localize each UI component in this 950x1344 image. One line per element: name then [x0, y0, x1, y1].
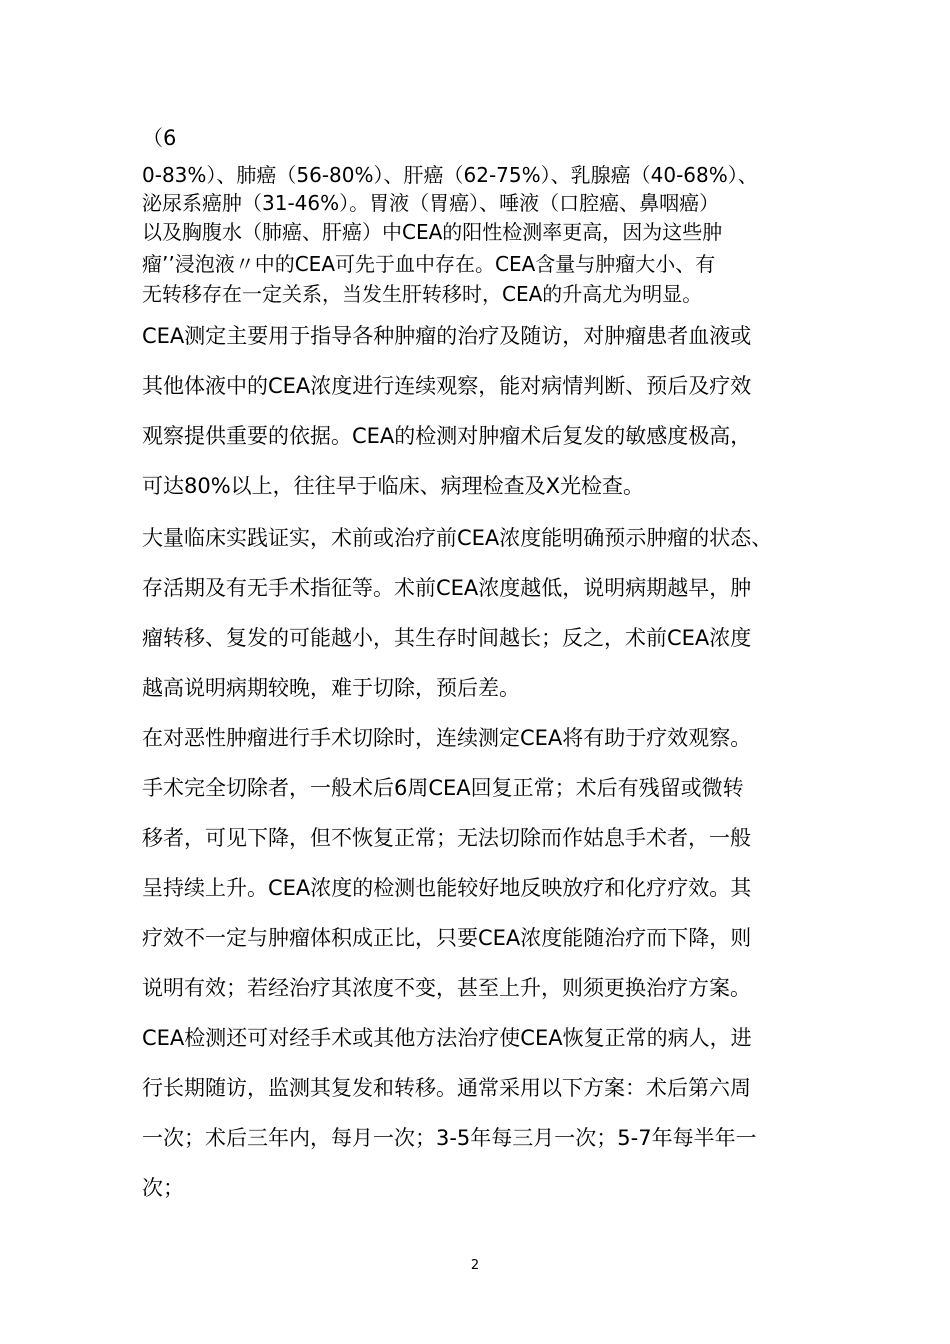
text-line: 泌尿系癌肿（31-46%）。胃液（胃癌）、唾液（口腔癌、鼻咽癌）	[142, 191, 720, 215]
text-line: 疗效不一定与肿瘤体积成正比，只要CEA浓度能随治疗而下降，则	[142, 926, 752, 950]
page-number: 2	[470, 1258, 480, 1273]
text-line: 移者，可见下降，但不恢复正常；无法切除而作姑息手术者，一般	[142, 826, 751, 850]
text-line: 以及胸腹水（肺癌、肝癌）中CEA的阳性检测率更高，因为这些肿	[142, 220, 723, 244]
text-line: 可达80%以上，往往早于临床、病理检查及X光检查。	[142, 474, 645, 498]
text-line: 越高说明病期较晚，难于切除，预后差。	[142, 676, 520, 700]
text-line: 无转移存在一定关系，当发生肝转移时，CEA的升高尤为明显。	[142, 282, 703, 306]
text-line: 观察提供重要的依据。CEA的检测对肿瘤术后复发的敏感度极高，	[142, 424, 752, 448]
text-line: CEA测定主要用于指导各种肿瘤的治疗及随访，对肿瘤患者血液或	[142, 324, 752, 348]
text-line: 一次；术后三年内，每月一次；3-5年每三月一次；5-7年每半年一	[142, 1126, 757, 1150]
text-line: CEA检测还可对经手术或其他方法治疗使CEA恢复正常的病人，进	[142, 1026, 752, 1050]
text-line: 行长期随访，监测其复发和转移。通常采用以下方案：术后第六周	[142, 1076, 751, 1100]
text-line: （6	[142, 126, 177, 150]
text-line: 存活期及有无手术指征等。术前CEA浓度越低，说明病期越早，肿	[142, 576, 752, 600]
text-line: 次；	[142, 1176, 184, 1200]
text-line: 手术完全切除者，一般术后6周CEA回复正常；术后有残留或微转	[142, 776, 744, 800]
text-line: 瘤转移、复发的可能越小，其生存时间越长；反之，术前CEA浓度	[142, 626, 752, 650]
text-line: 大量临床实践证实，术前或治疗前CEA浓度能明确预示肿瘤的状态、	[142, 526, 773, 550]
text-line: 0-83%）、肺癌（56-80%）、肝癌（62-75%）、乳腺癌（40-68%）、	[142, 163, 758, 187]
text-line: 瘤’’浸泡液〃中的CEA可先于血中存在。CEA含量与肿瘤大小、有	[142, 252, 716, 276]
text-line: 其他体液中的CEA浓度进行连续观察，能对病情判断、预后及疗效	[142, 374, 752, 398]
text-line: 在对恶性肿瘤进行手术切除时，连续测定CEA将有助于疗效观察。	[142, 726, 752, 750]
text-line: 呈持续上升。CEA浓度的检测也能较好地反映放疗和化疗疗效。其	[142, 876, 752, 900]
text-line: 说明有效；若经治疗其浓度不变，甚至上升，则须更换治疗方案。	[142, 976, 751, 1000]
